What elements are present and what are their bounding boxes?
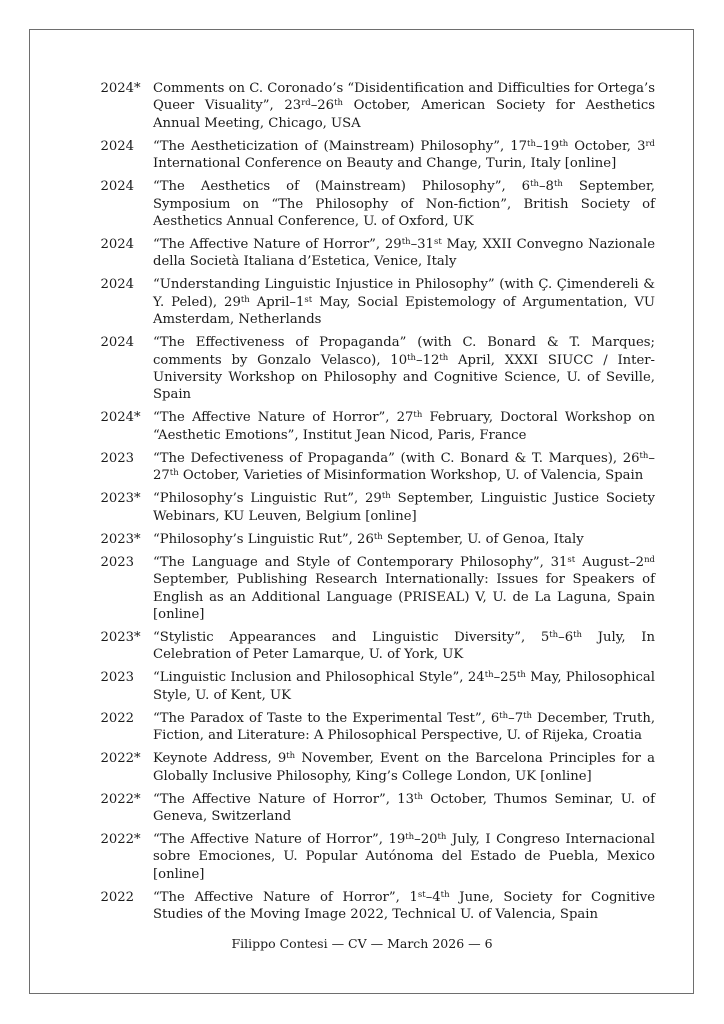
year-value: 2023: [100, 491, 134, 507]
list-item: [85, 276, 655, 328]
year-value: 2024: [100, 237, 134, 253]
entry-year: [85, 80, 143, 132]
entry-year: [85, 236, 143, 271]
list-item: [85, 791, 655, 826]
footer-text: Filippo Contesi — CV — March 2026 — 6: [231, 936, 493, 951]
invited-marker: *: [134, 751, 141, 767]
entry-year: [85, 409, 143, 444]
list-item: [85, 178, 655, 230]
list-item: [85, 450, 655, 485]
list-item: [85, 80, 655, 132]
year-value: 2024: [100, 81, 134, 96]
year-value: 2024: [100, 138, 134, 154]
entry-year: [85, 531, 143, 548]
year-value: 2023: [100, 629, 134, 645]
entry-text: “Philosophy’s Linguistic Rut”, 29th September, Linguistic Justice Society Webinars, KU Leuven, Belgium [online]: [153, 491, 655, 524]
year-value: 2024: [100, 179, 134, 195]
year-value: 2022: [100, 791, 134, 807]
year-value: 2024: [100, 335, 134, 351]
invited-marker: *: [134, 410, 141, 426]
year-value: 2023: [100, 554, 134, 570]
list-item: [85, 409, 655, 444]
entry-year: [85, 710, 143, 745]
entry-text: “Linguistic Inclusion and Philosophical Style”, 24th–25th May, Philosophical Style, U. of Kent, UK: [153, 670, 655, 703]
list-item: [85, 710, 655, 745]
entry-text: “The Affective Nature of Horror”, 29th–31st May, XXII Convegno Nazionale della Società Italiana d’Estetica, Venice, Italy: [153, 237, 655, 270]
entry-year: [85, 629, 143, 664]
list-item: [85, 554, 655, 624]
list-item: [85, 490, 655, 525]
invited-marker: *: [134, 629, 141, 645]
list-item: [85, 750, 655, 785]
entry-text: “The Aesthetics of (Mainstream) Philosophy”, 6th–8th September, Symposium on “The Philosophy of Non-fiction”, British Society of Aesthetics Annual Conference, U. of Oxford, UK: [153, 179, 656, 230]
list-item: [85, 531, 655, 548]
invited-marker: *: [134, 531, 141, 547]
list-item: [85, 889, 655, 924]
invited-marker: *: [134, 491, 141, 507]
invited-marker: *: [134, 791, 141, 807]
entry-year: [85, 750, 143, 785]
year-value: 2022: [100, 831, 134, 847]
list-item: [85, 831, 655, 883]
year-value: 2022: [100, 710, 134, 726]
year-value: 2023: [100, 531, 134, 547]
entry-text: “The Affective Nature of Horror”, 19th–20th July, I Congreso Internacional sobre Emociones, U. Popular Autónoma del Estado de Puebla, Mexico [online]: [153, 831, 655, 882]
entry-text: “The Aestheticization of (Mainstream) Philosophy”, 17th–19th October, 3rd International Conference on Beauty and Change, Turin, Italy [online]: [153, 138, 655, 172]
list-item: [85, 236, 655, 271]
entry-year: [85, 669, 143, 704]
talks-list: [85, 80, 655, 929]
list-item: [85, 334, 655, 404]
entry-year: [85, 138, 143, 173]
list-item: [85, 138, 655, 173]
entry-year: [85, 178, 143, 230]
page-footer: [0, 936, 724, 951]
entry-text: “Understanding Linguistic Injustice in Philosophy” (with Ç. Çimendereli & Y. Peled), 29th April–1st May, Social Epistemology of Argumentation, VU Amsterdam, Netherlands: [153, 277, 656, 328]
entry-text: “The Affective Nature of Horror”, 27th February, Doctoral Workshop on “Aesthetic Emotions”, Institut Jean Nicod, Paris, France: [153, 410, 655, 443]
entry-text: “The Affective Nature of Horror”, 1st–4th June, Society for Cognitive Studies of the Moving Image 2022, Technical U. of Valencia, Spain: [153, 889, 656, 923]
year-value: 2022: [100, 751, 134, 767]
entry-year: [85, 490, 143, 525]
entry-text: “The Defectiveness of Propaganda” (with C. Bonard & T. Marques), 26th–27th October, Varieties of Misinformation Workshop, U. of Valencia, Spain: [153, 450, 655, 484]
year-value: 2024: [100, 277, 134, 293]
entry-text: “The Paradox of Taste to the Experimental Test”, 6th–7th December, Truth, Fiction, and Literature: A Philosophical Perspective, U. of Rijeka, Croatia: [153, 710, 656, 744]
list-item: [85, 669, 655, 704]
entry-text: “The Language and Style of Contemporary Philosophy”, 31st August–2nd September, Publishing Research Internationally: Issues for Speakers of English as an Additional Language (PRISEAL) V, U. de La Laguna, Spain [online]: [153, 554, 655, 622]
entry-year: [85, 450, 143, 485]
invited-marker: *: [134, 831, 141, 847]
entry-text: “Philosophy’s Linguistic Rut”, 26th September, U. of Genoa, Italy: [153, 531, 584, 547]
invited-marker: *: [134, 81, 141, 96]
entry-text: Comments on C. Coronado’s “Disidentification and Difficulties for Ortega’s Queer Visuality”, 23rd–26th October, American Society for Aesthetics Annual Meeting, Chicago, USA: [153, 81, 655, 131]
year-value: 2023: [100, 450, 134, 466]
entry-text: Keynote Address, 9th November, Event on the Barcelona Principles for a Globally Inclusive Philosophy, King’s College London, UK [online]: [153, 751, 655, 784]
entry-year: [85, 276, 143, 328]
entry-text: “Stylistic Appearances and Linguistic Diversity”, 5th–6th July, In Celebration of Peter Lamarque, U. of York, UK: [153, 629, 655, 663]
entry-year: [85, 334, 143, 404]
entry-year: [85, 554, 143, 624]
list-item: [85, 629, 655, 664]
year-value: 2022: [100, 889, 134, 905]
entry-year: [85, 831, 143, 883]
entry-text: “The Effectiveness of Propaganda” (with C. Bonard & T. Marques; comments by Gonzalo Velasco), 10th–12th April, XXXI SIUCC / Inter-University Workshop on Philosophy and Cognitive Science, U. of Seville, Spain: [153, 335, 656, 403]
entry-year: [85, 889, 143, 924]
year-value: 2024: [100, 410, 134, 426]
entry-year: [85, 791, 143, 826]
year-value: 2023: [100, 670, 134, 686]
entry-text: “The Affective Nature of Horror”, 13th October, Thumos Seminar, U. of Geneva, Switzerland: [153, 791, 655, 824]
